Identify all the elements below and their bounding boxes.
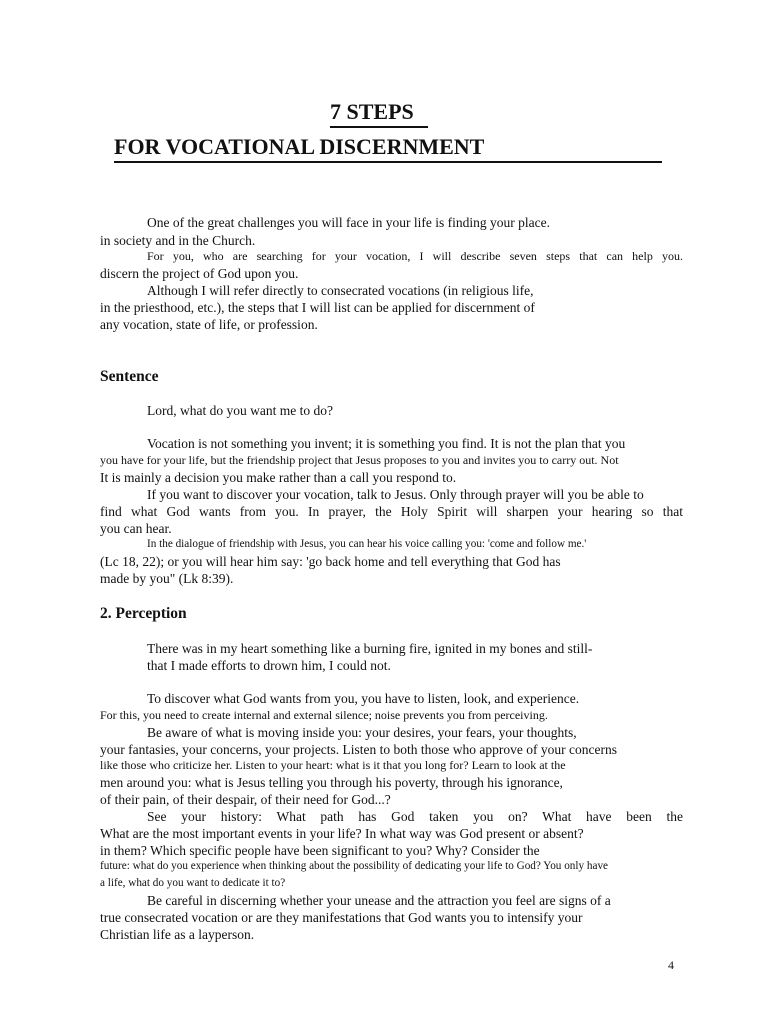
body-line: your fantasies, your concerns, your projects. Listen to both those who approve of your concerns (100, 742, 617, 757)
body-line: (Lc 18, 22); or you will hear him say: 'go back home and tell everything that God has (100, 554, 561, 569)
section-heading-sentence: Sentence (100, 368, 159, 385)
section-quote: There was in my heart something like a burning fire, ignited in my bones and still- (147, 641, 593, 656)
body-line: of their pain, of their despair, of their need for God...? (100, 792, 391, 807)
body-line: made by you" (Lk 8:39). (100, 571, 234, 586)
body-line: If you want to discover your vocation, talk to Jesus. Only through prayer will you be able to (147, 487, 644, 502)
section-heading-perception: 2. Perception (100, 605, 187, 622)
body-line: See your history: What path has God taken you on? What have been the (147, 809, 683, 824)
intro-line: One of the great challenges you will face in your life is finding your place. (147, 215, 550, 230)
body-line: Christian life as a layperson. (100, 927, 255, 942)
body-line: What are the most important events in your life? In what way was God present or absent? (100, 826, 584, 841)
body-line: It is mainly a decision you make rather than a call you respond to. (100, 470, 457, 485)
intro-line: discern the project of God upon you. (100, 266, 299, 281)
body-line: find what God wants from you. In prayer, the Holy Spirit will sharpen your hearing so that (100, 504, 683, 519)
body-line: true consecrated vocation or are they manifestations that God wants you to intensify your (100, 910, 583, 925)
section-quote: that I made efforts to drown him, I could not. (147, 658, 391, 673)
body-line: Be aware of what is moving inside you: your desires, your fears, your thoughts, (147, 725, 577, 740)
intro-line: in the priesthood, etc.), the steps that I will list can be applied for discernment of (100, 300, 535, 315)
body-line: future: what do you experience when thinking about the possibility of dedicating your life to God? You only have (100, 860, 608, 872)
body-line: you have for your life, but the friendship project that Jesus proposes to you and invites you to carry out. Not (100, 453, 619, 467)
intro-line: any vocation, state of life, or profession. (100, 317, 318, 332)
title-line-1: 7 STEPS (330, 98, 428, 128)
body-line: Vocation is not something you invent; it is something you find. It is not the plan that you (147, 436, 626, 451)
body-line: For this, you need to create internal and external silence; noise prevents you from perceiving. (100, 708, 548, 722)
section-quote: Lord, what do you want me to do? (147, 403, 333, 418)
page-number: 4 (668, 958, 674, 972)
title-line-2: FOR VOCATIONAL DISCERNMENT (114, 133, 662, 163)
intro-line: in society and in the Church. (100, 233, 256, 248)
intro-line: For you, who are searching for your vocation, I will describe seven steps that can help you. (147, 249, 683, 263)
body-line: men around you: what is Jesus telling you through his poverty, through his ignorance, (100, 775, 563, 790)
body-line: in them? Which specific people have been significant to you? Why? Consider the (100, 843, 540, 858)
body-line: a life, what do you want to dedicate it to? (100, 877, 286, 889)
body-line: you can hear. (100, 521, 172, 536)
body-line: To discover what God wants from you, you have to listen, look, and experience. (147, 691, 580, 706)
body-line: Be careful in discerning whether your unease and the attraction you feel are signs of a (147, 893, 611, 908)
body-line: like those who criticize her. Listen to your heart: what is it that you long for? Learn to look at the (100, 758, 566, 772)
body-line: In the dialogue of friendship with Jesus, you can hear his voice calling you: 'come and follow me.' (147, 538, 587, 550)
intro-line: Although I will refer directly to consecrated vocations (in religious life, (147, 283, 534, 298)
